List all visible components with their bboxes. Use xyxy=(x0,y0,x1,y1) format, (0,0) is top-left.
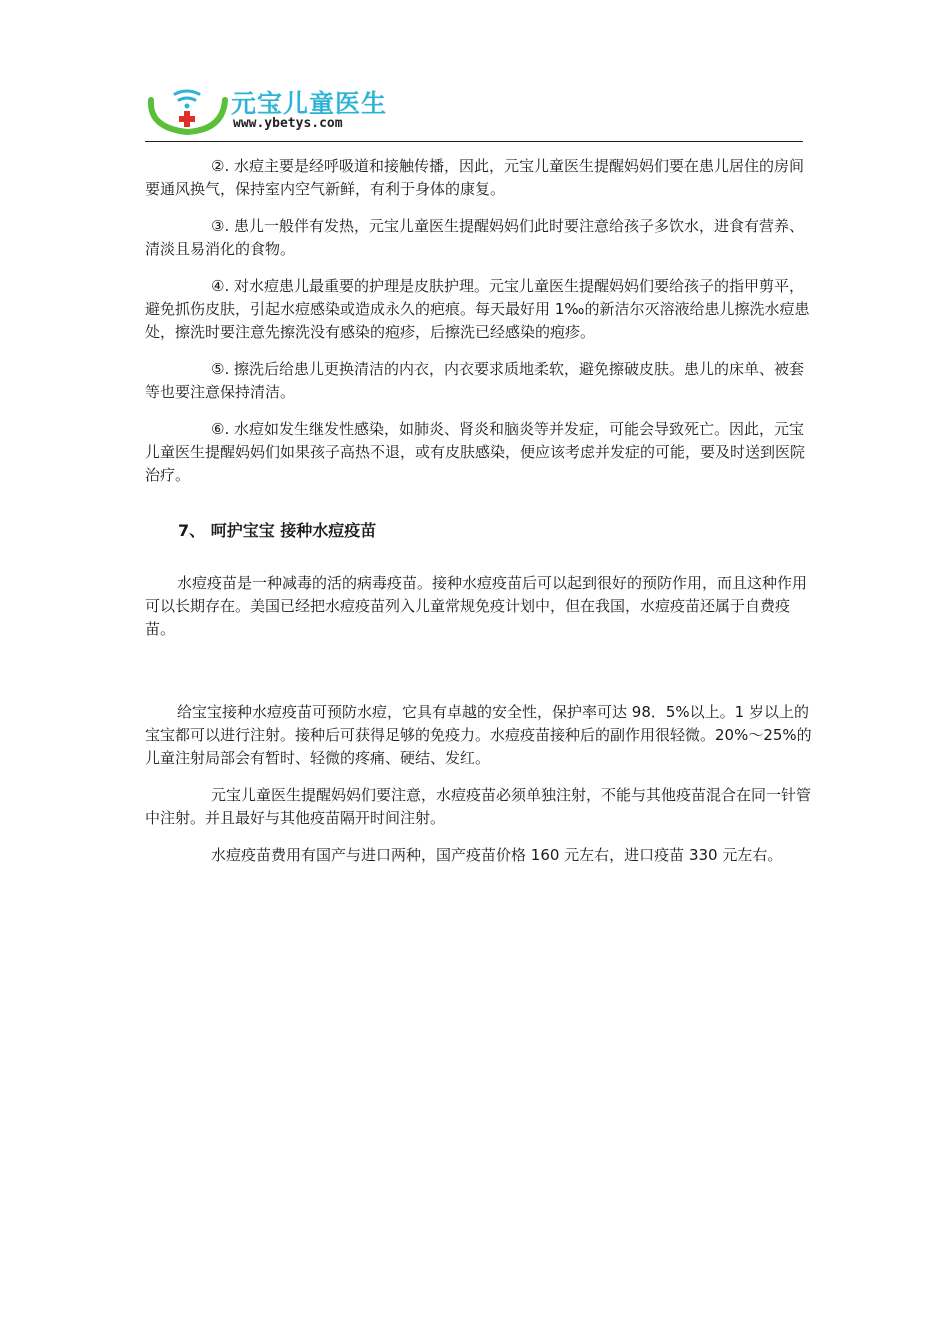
brand-url: www.ybetys.com xyxy=(233,116,343,131)
section-heading: 7、 呵护宝宝 接种水痘疫苗 xyxy=(178,521,377,540)
paragraph-care-3: ③. 患儿一般伴有发热，元宝儿童医生提醒妈妈们此时要注意给孩子多饮水，进食有营养、清淡且易消化的食物。 xyxy=(145,217,804,258)
paragraph-care-4: ④. 对水痘患儿最重要的护理是皮肤护理。元宝儿童医生提醒妈妈们要给孩子的指甲剪平，避免抓伤皮肤，引起水痘感染或造成永久的疤痕。每天最好用 1‰的新洁尔灭溶液给患儿擦洗水痘患处，擦洗时要注意先擦洗没有感染的疱疹，后擦洗已经感染的疱疹。 xyxy=(145,277,810,341)
header-divider xyxy=(145,141,803,142)
page-header xyxy=(145,80,805,142)
paragraph-care-5: ⑤. 擦洗后给患儿更换清洁的内衣，内衣要求质地柔软，避免擦破皮肤。患儿的床单、被套等也要注意保持清洁。 xyxy=(145,360,804,401)
paragraph-vaccine-safety: 给宝宝接种水痘疫苗可预防水痘，它具有卓越的安全性，保护率可达 98．5%以上。1 岁以上的宝宝都可以进行注射。接种后可获得足够的免疫力。水痘疫苗接种后的副作用很轻微。20%～25%的儿童注射局部会有暂时、轻微的疼痛、硬结、发红。 xyxy=(145,703,812,767)
paragraph-vaccine-intro: 水痘疫苗是一种减毒的活的病毒疫苗。接种水痘疫苗后可以起到很好的预防作用，而且这种作用可以长期存在。美国已经把水痘疫苗列入儿童常规免疫计划中，但在我国，水痘疫苗还属于自费疫苗。 xyxy=(145,574,808,638)
article-body xyxy=(145,155,813,867)
paragraph-care-6: ⑥. 水痘如发生继发性感染，如肺炎、肾炎和脑炎等并发症，可能会导致死亡。因此，元宝儿童医生提醒妈妈们如果孩子高热不退，或有皮肤感染，便应该考虑并发症的可能，要及时送到医院治疗。 xyxy=(145,420,806,484)
paragraph-vaccine-reminder: 元宝儿童医生提醒妈妈们要注意，水痘疫苗必须单独注射，不能与其他疫苗混合在同一针管中注射。并且最好与其他疫苗隔开时间注射。 xyxy=(145,786,812,827)
paragraph-vaccine-cost: 水痘疫苗费用有国产与进口两种，国产疫苗价格 160 元左右，进口疫苗 330 元左右。 xyxy=(211,846,783,864)
brand-name: 元宝儿童医生 xyxy=(231,89,388,118)
paragraph-care-2: ②. 水痘主要是经呼吸道和接触传播，因此，元宝儿童医生提醒妈妈们要在患儿居住的房间要通风换气，保持室内空气新鲜，有利于身体的康复。 xyxy=(145,157,804,198)
logo-icon xyxy=(147,86,229,136)
